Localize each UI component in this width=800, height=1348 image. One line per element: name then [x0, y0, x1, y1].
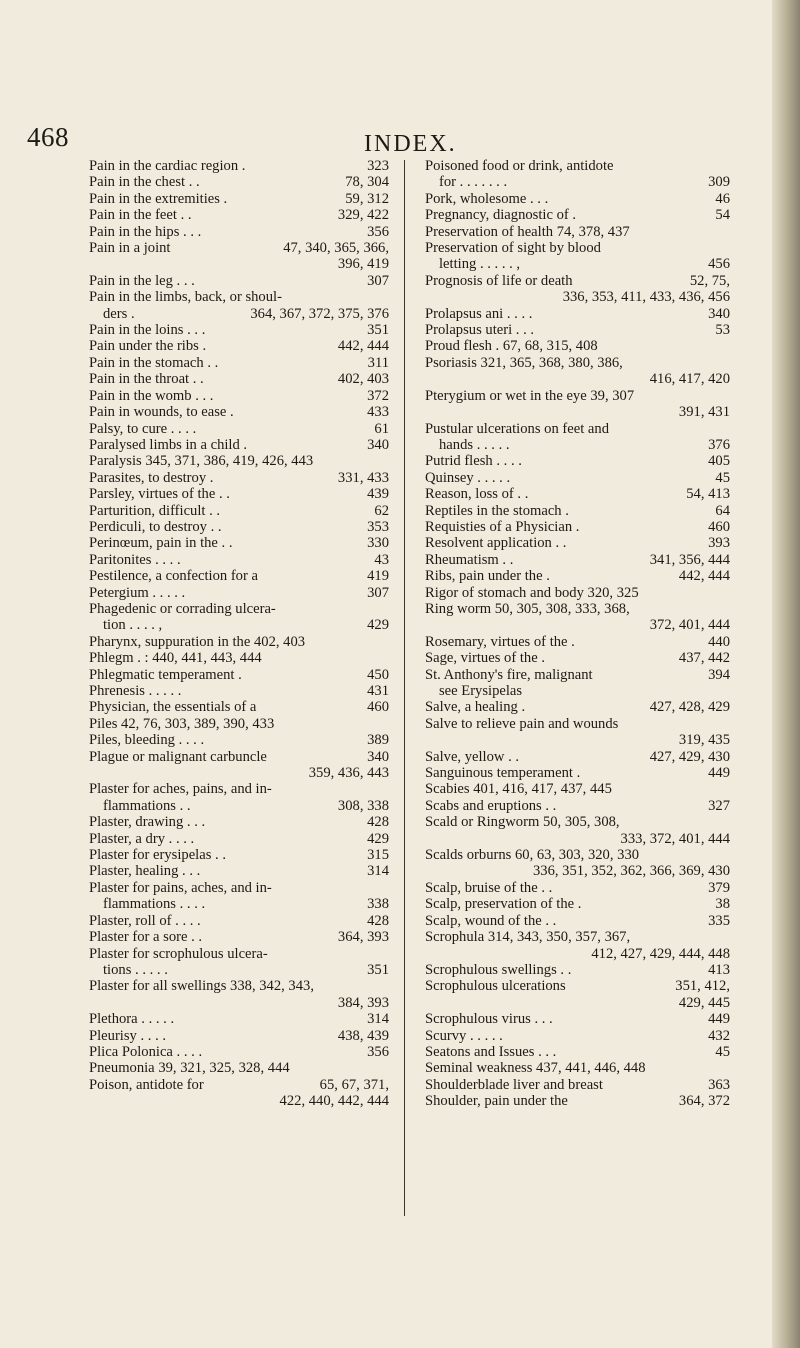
- index-entry: [425, 929, 730, 962]
- entry-term: Shoulderblade liver and breast: [425, 1076, 603, 1093]
- entry-term: Scrophulous swellings . .: [425, 961, 572, 978]
- index-entry: [89, 831, 389, 847]
- entry-pages: 52, 75,: [689, 272, 730, 289]
- entry-pages: 333, 372, 401, 444: [620, 830, 730, 847]
- index-entry: [425, 1060, 730, 1076]
- entry-term: Phrenesis . . . . .: [89, 683, 182, 699]
- index-entry: [425, 601, 730, 634]
- index-entry: [425, 470, 730, 486]
- entry-pages: 43: [374, 551, 389, 568]
- entry-pages: 402, 403: [337, 371, 389, 388]
- entry-term: Plaster for erysipelas . .: [89, 847, 226, 864]
- index-entry: [425, 765, 730, 781]
- entry-pages: 431: [367, 683, 389, 699]
- entry-continuation: tion . . . . ,: [103, 617, 163, 634]
- entry-term: Pain in the feet . .: [89, 207, 192, 224]
- entry-term: Plague or malignant carbuncle: [89, 748, 267, 765]
- index-entry: [425, 338, 730, 354]
- entry-term: Ring worm 50, 305, 308, 333, 368,: [425, 600, 630, 617]
- entry-term: Plaster for a sore . .: [89, 929, 203, 946]
- index-entry: [425, 650, 730, 666]
- entry-pages: 372, 401, 444: [649, 617, 730, 634]
- index-entry: [89, 1044, 389, 1060]
- entry-term: Scabies 401, 416, 417, 437, 445: [425, 781, 612, 798]
- entry-pages: 61: [374, 420, 389, 437]
- index-entry: [89, 453, 389, 469]
- entry-term: Pain in wounds, to ease .: [89, 404, 234, 421]
- entry-continuation: flammations . .: [103, 797, 191, 814]
- entry-term: Pain in the leg . . .: [89, 272, 195, 289]
- entry-pages: 359, 436, 443: [308, 765, 389, 782]
- entry-pages: 59, 312: [345, 190, 389, 207]
- entry-pages: 307: [367, 584, 389, 601]
- index-entry: [89, 338, 389, 354]
- page-number: 468: [27, 122, 69, 152]
- entry-term: Paritonites . . . .: [89, 551, 181, 568]
- index-entry: [425, 191, 730, 207]
- index-entry: [425, 519, 730, 535]
- entry-pages: 439: [367, 486, 389, 503]
- index-entry: [89, 1060, 389, 1076]
- index-entry: [425, 667, 730, 700]
- index-entry: [89, 732, 389, 748]
- entry-pages: 396, 419: [337, 256, 389, 273]
- index-column-left: [89, 158, 389, 1110]
- entry-pages: 422, 440, 442, 444: [279, 1093, 389, 1110]
- index-entry: [425, 1044, 730, 1060]
- entry-pages: 379: [708, 879, 730, 896]
- entry-term: Pork, wholesome . . .: [425, 190, 549, 207]
- index-entry: [425, 749, 730, 765]
- entry-pages: 433: [367, 404, 389, 421]
- entry-pages: 64: [715, 502, 730, 519]
- entry-pages: 314: [367, 1011, 389, 1028]
- entry-term: Proud flesh . 67, 68, 315, 408: [425, 338, 598, 355]
- entry-term: Reptiles in the stomach .: [425, 502, 569, 519]
- index-entry: [89, 650, 389, 666]
- entry-pages: 460: [367, 699, 389, 716]
- index-entry: [89, 207, 389, 223]
- entry-term: Requisties of a Physician .: [425, 518, 580, 535]
- index-entry: [89, 535, 389, 551]
- entry-term: Pain in the cardiac region .: [89, 158, 246, 174]
- entry-pages: 311: [367, 354, 389, 371]
- entry-term: Plaster for pains, aches, and in-: [89, 879, 272, 896]
- index-entry: [425, 486, 730, 502]
- index-entry: [425, 1093, 730, 1109]
- entry-pages: 47, 340, 365, 366,: [283, 240, 389, 257]
- index-entry: [89, 191, 389, 207]
- entry-term: Poison, antidote for: [89, 1076, 204, 1093]
- entry-pages: 351: [367, 322, 389, 339]
- entry-term: Sage, virtues of the .: [425, 650, 545, 667]
- index-entry: [89, 503, 389, 519]
- index-entry: [425, 978, 730, 1011]
- index-entry: [89, 289, 389, 322]
- index-entry: [89, 667, 389, 683]
- entry-term: Petergium . . . . .: [89, 584, 186, 601]
- index-entry: [89, 486, 389, 502]
- entry-pages: 437, 442: [678, 650, 730, 667]
- index-entry: [89, 913, 389, 929]
- entry-pages: 78, 304: [345, 174, 389, 191]
- entry-term: Pneumonia 39, 321, 325, 328, 444: [89, 1060, 290, 1077]
- index-entry: [89, 158, 389, 174]
- entry-pages: 45: [715, 469, 730, 486]
- entry-term: Sanguinous temperament .: [425, 765, 581, 782]
- index-entry: [89, 601, 389, 634]
- index-entry: [425, 322, 730, 338]
- entry-term: Preservation of health 74, 378, 437: [425, 223, 630, 240]
- entry-term: Reason, loss of . .: [425, 486, 529, 503]
- entry-term: Plaster, roll of . . . .: [89, 912, 201, 929]
- index-entry: [425, 585, 730, 601]
- entry-continuation: flammations . . . .: [103, 896, 206, 913]
- entry-term: Pharynx, suppuration in the 402, 403: [89, 633, 306, 650]
- entry-pages: 405: [708, 453, 730, 470]
- entry-pages: 340: [708, 305, 730, 322]
- index-entry: [89, 716, 389, 732]
- entry-term: Preservation of sight by blood: [425, 240, 601, 257]
- entry-pages: 416, 417, 420: [649, 371, 730, 388]
- index-entry: [425, 388, 730, 421]
- entry-pages: 393: [708, 535, 730, 552]
- entry-term: Pestilence, a confection for a: [89, 568, 258, 585]
- index-entry: [89, 568, 389, 584]
- running-head: INDEX.: [364, 131, 457, 157]
- index-column-right: [425, 158, 730, 1110]
- entry-term: Salve, yellow . .: [425, 748, 520, 765]
- entry-term: Plaster, a dry . . . .: [89, 830, 195, 847]
- entry-term: Psoriasis 321, 365, 368, 380, 386,: [425, 354, 623, 371]
- entry-term: Pain in the hips . . .: [89, 223, 202, 240]
- index-entry: [89, 699, 389, 715]
- index-entry: [425, 1028, 730, 1044]
- entry-pages: 323: [367, 158, 389, 174]
- index-entry: [89, 781, 389, 814]
- index-entry: [425, 355, 730, 388]
- entry-pages: 456: [708, 256, 730, 273]
- index-entry: [425, 798, 730, 814]
- entry-term: Plaster, healing . . .: [89, 863, 201, 880]
- entry-term: Palsy, to cure . . . .: [89, 420, 197, 437]
- entry-pages: 427, 428, 429: [649, 699, 730, 716]
- index-entry: [425, 880, 730, 896]
- entry-term: Scalp, wound of the . .: [425, 912, 557, 929]
- entry-term: Plethora . . . . .: [89, 1011, 175, 1028]
- index-entry: [425, 634, 730, 650]
- index-entry: [89, 847, 389, 863]
- entry-pages: 440: [708, 633, 730, 650]
- entry-term: Plaster for aches, pains, and in-: [89, 781, 272, 798]
- entry-pages: 442, 444: [678, 568, 730, 585]
- entry-term: Prolapsus uteri . . .: [425, 322, 535, 339]
- index-entry: [425, 962, 730, 978]
- entry-term: Paralysis 345, 371, 386, 419, 426, 443: [89, 453, 314, 470]
- entry-pages: 412, 427, 429, 444, 448: [591, 945, 730, 962]
- index-entry: [89, 273, 389, 289]
- index-entry: [89, 470, 389, 486]
- index-entry: [89, 552, 389, 568]
- entry-pages: 442, 444: [337, 338, 389, 355]
- index-entry: [89, 322, 389, 338]
- entry-term: Plica Polonica . . . .: [89, 1043, 203, 1060]
- entry-pages: 356: [367, 1043, 389, 1060]
- entry-term: Pain in the loins . . .: [89, 322, 206, 339]
- entry-term: Rigor of stomach and body 320, 325: [425, 584, 639, 601]
- entry-pages: 394: [708, 666, 730, 683]
- entry-pages: 307: [367, 272, 389, 289]
- entry-term: Scrophula 314, 343, 350, 357, 367,: [425, 929, 631, 946]
- entry-term: Scabs and eruptions . .: [425, 797, 557, 814]
- entry-term: Pain in the chest . .: [89, 174, 200, 191]
- entry-term: Scrophulous virus . . .: [425, 1011, 553, 1028]
- entry-term: Scrophulous ulcerations: [425, 978, 566, 995]
- index-entry: [425, 273, 730, 306]
- entry-continuation: tions . . . . .: [103, 961, 168, 978]
- entry-pages: 376: [708, 436, 730, 453]
- index-entry: [89, 371, 389, 387]
- index-entry: [89, 814, 389, 830]
- index-entry: [89, 355, 389, 371]
- entry-pages: 438, 439: [337, 1027, 389, 1044]
- entry-pages: 54: [715, 207, 730, 224]
- entry-pages: 327: [708, 797, 730, 814]
- entry-pages: 341, 356, 444: [649, 551, 730, 568]
- entry-term: Ribs, pain under the .: [425, 568, 550, 585]
- entry-term: Resolvent application . .: [425, 535, 567, 552]
- entry-term: Phagedenic or corrading ulcera-: [89, 600, 276, 617]
- entry-term: Scalds orburns 60, 63, 303, 320, 330: [425, 847, 640, 864]
- entry-pages: 46: [715, 190, 730, 207]
- entry-pages: 364, 372: [678, 1093, 730, 1110]
- index-entry: [425, 847, 730, 880]
- entry-pages: 330: [367, 535, 389, 552]
- entry-continuation: hands . . . . .: [439, 436, 510, 453]
- entry-term: Pleurisy . . . .: [89, 1027, 167, 1044]
- entry-term: Quinsey . . . . .: [425, 469, 511, 486]
- index-entry: [425, 503, 730, 519]
- entry-pages: 314: [367, 863, 389, 880]
- entry-pages: 308, 338: [337, 797, 389, 814]
- index-entry: [425, 224, 730, 240]
- entry-term: Pregnancy, diagnostic of .: [425, 207, 577, 224]
- entry-pages: 427, 429, 430: [649, 748, 730, 765]
- entry-term: Plaster, drawing . . .: [89, 814, 206, 831]
- entry-pages: 364, 393: [337, 929, 389, 946]
- index-entry: [89, 1028, 389, 1044]
- index-entry: [89, 519, 389, 535]
- column-divider: [404, 160, 405, 1216]
- index-entry: [425, 453, 730, 469]
- entry-continuation: for . . . . . . .: [439, 174, 508, 191]
- index-entry: [89, 946, 389, 979]
- entry-term: Perinœum, pain in the . .: [89, 535, 233, 552]
- entry-term: Scurvy . . . . .: [425, 1027, 503, 1044]
- index-entry: [89, 585, 389, 601]
- index-entry: [89, 224, 389, 240]
- index-entry: [89, 174, 389, 190]
- entry-pages: 331, 433: [337, 469, 389, 486]
- index-entry: [425, 716, 730, 749]
- index-entry: [89, 978, 389, 1011]
- index-entry: [425, 158, 730, 191]
- page-edge: [772, 0, 800, 1348]
- entry-pages: 389: [367, 732, 389, 749]
- index-entry: [425, 568, 730, 584]
- entry-term: Piles 42, 76, 303, 389, 390, 433: [89, 715, 275, 732]
- entry-pages: 353: [367, 518, 389, 535]
- entry-pages: 419: [367, 568, 389, 585]
- entry-pages: 429, 445: [678, 994, 730, 1011]
- index-entry: [425, 896, 730, 912]
- entry-term: Pain in the womb . . .: [89, 387, 214, 404]
- entry-pages: 364, 367, 372, 375, 376: [250, 305, 389, 322]
- entry-term: Parasites, to destroy .: [89, 469, 214, 486]
- entry-continuation: see Erysipelas: [439, 683, 523, 699]
- entry-pages: 340: [367, 748, 389, 765]
- index-entry: [425, 535, 730, 551]
- index-entry: [89, 240, 389, 273]
- entry-term: Pain in the limbs, back, or shoul-: [89, 289, 282, 306]
- index-entry: [425, 814, 730, 847]
- entry-term: Piles, bleeding . . . .: [89, 732, 205, 749]
- entry-term: Scalp, bruise of the . .: [425, 879, 553, 896]
- entry-term: Phlegmatic temperament .: [89, 666, 242, 683]
- index-entry: [425, 1077, 730, 1093]
- index-entry: [425, 306, 730, 322]
- entry-pages: 351, 412,: [675, 978, 730, 995]
- entry-term: Pain in the extremities .: [89, 190, 228, 207]
- index-entry: [89, 749, 389, 782]
- entry-term: Plaster for scrophulous ulcera-: [89, 945, 268, 962]
- entry-term: Putrid flesh . . . .: [425, 453, 522, 470]
- index-entry: [425, 781, 730, 797]
- entry-pages: 309: [708, 174, 730, 191]
- entry-pages: 372: [367, 387, 389, 404]
- entry-pages: 54, 413: [686, 486, 730, 503]
- entry-term: Pain in a joint: [89, 240, 171, 257]
- index-entry: [425, 552, 730, 568]
- index-entry: [89, 1011, 389, 1027]
- index-entry: [425, 240, 730, 273]
- entry-pages: 432: [708, 1027, 730, 1044]
- entry-pages: 391, 431: [678, 404, 730, 421]
- entry-pages: 449: [708, 1011, 730, 1028]
- entry-term: Seminal weakness 437, 441, 446, 448: [425, 1060, 646, 1077]
- entry-term: Perdiculi, to destroy . .: [89, 518, 222, 535]
- entry-pages: 338: [367, 896, 389, 913]
- entry-term: Pterygium or wet in the eye 39, 307: [425, 387, 635, 404]
- entry-pages: 428: [367, 814, 389, 831]
- entry-term: Seatons and Issues . . .: [425, 1043, 557, 1060]
- entry-term: Paralysed limbs in a child .: [89, 436, 248, 453]
- index-entry: [425, 913, 730, 929]
- entry-pages: 335: [708, 912, 730, 929]
- entry-pages: 45: [715, 1043, 730, 1060]
- index-entry: [89, 863, 389, 879]
- entry-pages: 428: [367, 912, 389, 929]
- index-entry: [425, 421, 730, 454]
- entry-pages: 319, 435: [678, 732, 730, 749]
- entry-term: Pustular ulcerations on feet and: [425, 420, 609, 437]
- entry-pages: 449: [708, 765, 730, 782]
- index-entry: [89, 388, 389, 404]
- entry-pages: 384, 393: [337, 994, 389, 1011]
- entry-pages: 340: [367, 436, 389, 453]
- entry-pages: 413: [708, 961, 730, 978]
- entry-term: Pain in the throat . .: [89, 371, 204, 388]
- entry-term: Pain under the ribs .: [89, 338, 207, 355]
- entry-pages: 38: [715, 896, 730, 913]
- entry-pages: 53: [715, 322, 730, 339]
- entry-pages: 429: [367, 830, 389, 847]
- entry-term: Salve, a healing .: [425, 699, 526, 716]
- entry-pages: 329, 422: [337, 207, 389, 224]
- entry-pages: 363: [708, 1076, 730, 1093]
- index-entry: [89, 683, 389, 699]
- index-entry: [89, 880, 389, 913]
- entry-term: Salve to relieve pain and wounds: [425, 715, 619, 732]
- entry-pages: 460: [708, 518, 730, 535]
- index-entry: [89, 421, 389, 437]
- index-entry: [89, 404, 389, 420]
- entry-term: Prolapsus ani . . . .: [425, 305, 533, 322]
- entry-term: Parsley, virtues of the . .: [89, 486, 230, 503]
- entry-term: Prognosis of life or death: [425, 272, 573, 289]
- entry-term: Phlegm . : 440, 441, 443, 444: [89, 650, 262, 667]
- index-entry: [425, 1011, 730, 1027]
- entry-term: Shoulder, pain under the: [425, 1093, 568, 1110]
- entry-pages: 450: [367, 666, 389, 683]
- entry-term: Pain in the stomach . .: [89, 354, 219, 371]
- index-entry: [89, 634, 389, 650]
- index-entry: [425, 699, 730, 715]
- entry-term: St. Anthony's fire, malignant: [425, 666, 593, 683]
- index-entry: [89, 1077, 389, 1110]
- entry-continuation: letting . . . . . ,: [439, 256, 521, 273]
- entry-pages: 356: [367, 223, 389, 240]
- entry-term: Poisoned food or drink, antidote: [425, 158, 614, 174]
- entry-term: Parturition, difficult . .: [89, 502, 221, 519]
- index-entry: [89, 437, 389, 453]
- entry-pages: 429: [367, 617, 389, 634]
- index-entry: [425, 207, 730, 223]
- entry-term: Rosemary, virtues of the .: [425, 633, 575, 650]
- entry-term: Physician, the essentials of a: [89, 699, 257, 716]
- entry-pages: 351: [367, 961, 389, 978]
- entry-pages: 65, 67, 371,: [319, 1076, 389, 1093]
- entry-term: Rheumatism . .: [425, 551, 514, 568]
- entry-pages: 336, 351, 352, 362, 366, 369, 430: [532, 863, 730, 880]
- entry-term: Scald or Ringworm 50, 305, 308,: [425, 814, 620, 831]
- entry-pages: 336, 353, 411, 433, 436, 456: [562, 289, 730, 306]
- entry-pages: 315: [367, 847, 389, 864]
- entry-continuation: ders .: [103, 305, 135, 322]
- entry-term: Scalp, preservation of the .: [425, 896, 582, 913]
- index-entry: [89, 929, 389, 945]
- entry-term: Plaster for all swellings 338, 342, 343,: [89, 978, 314, 995]
- entry-pages: 62: [374, 502, 389, 519]
